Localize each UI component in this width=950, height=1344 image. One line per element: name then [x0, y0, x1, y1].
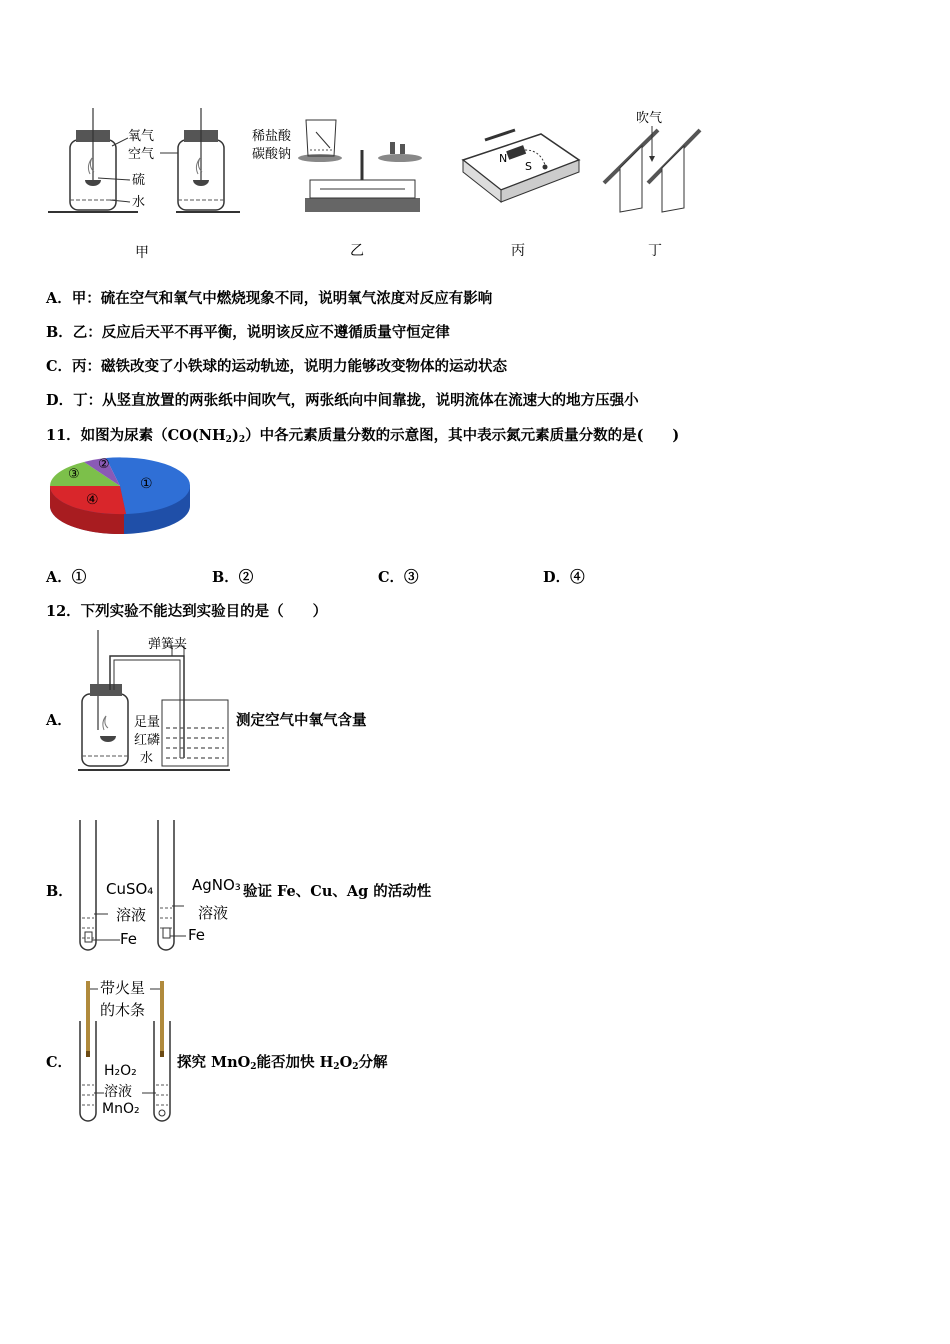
- magnet-n: N: [499, 152, 508, 165]
- label-fe-2: Fe: [188, 926, 206, 944]
- q12-option-a-text: 测定空气中氧气含量: [236, 712, 367, 729]
- caption-ding: 丁: [648, 243, 662, 259]
- q10-option-b[interactable]: B．乙：反应后天平不再平衡，说明该反应不遵循质量守恒定律: [46, 324, 450, 341]
- label-sufficient: 足量: [134, 715, 161, 730]
- label-water: 水: [132, 195, 146, 210]
- q11-stem: 11．如图为尿素$(CO(NH_2)_2)$中各元素质量分数的示意图，其中表示氮元素质量分数的是( ): [46, 427, 680, 445]
- q12-option-b-key[interactable]: B．: [46, 883, 73, 900]
- label-solution-b1: 溶液: [116, 906, 147, 924]
- q12-option-c-text: 探究 MnO$_2$能否加快 $H_2O_2$分解: [177, 1054, 388, 1072]
- magnet-s: S: [525, 160, 532, 173]
- q10-option-a[interactable]: A．甲：硫在空气和氧气中燃烧现象不同，说明氧气浓度对反应有影响: [46, 290, 493, 307]
- q10-option-c[interactable]: C．丙：磁铁改变了小铁球的运动轨迹，说明力能够改变物体的运动状态: [46, 358, 508, 375]
- label-oxygen: 氧气: [128, 129, 155, 144]
- q12-figure-b: [74, 818, 242, 958]
- label-hcl: 稀盐酸: [252, 129, 292, 144]
- pie-label-1: ①: [140, 476, 153, 492]
- caption-yi: 乙: [350, 243, 364, 259]
- label-red-phosphorus: 红磷: [134, 733, 161, 748]
- q11-option-a[interactable]: A．①: [46, 569, 87, 586]
- caption-bing: 丙: [511, 243, 525, 259]
- label-h2o2: H₂O₂: [104, 1063, 137, 1079]
- label-agno3: AgNO₃: [192, 876, 241, 894]
- label-blow: 吹气: [636, 111, 663, 126]
- label-sulfur: 硫: [132, 173, 146, 188]
- label-air: 空气: [128, 147, 155, 162]
- label-na2co3: 碳酸钠: [252, 147, 292, 162]
- figure-jia: [40, 108, 250, 261]
- label-solution-c: 溶液: [104, 1084, 132, 1100]
- q11-option-c[interactable]: C．③: [378, 569, 419, 586]
- q12-stem: 12．下列实验不能达到实验目的是（ ）: [46, 603, 328, 620]
- q10-option-d[interactable]: D．丁：从竖直放置的两张纸中间吹气，两张纸向中间靠拢，说明流体在流速大的地方压强小: [46, 392, 639, 409]
- label-glowing-splint-2: 的木条: [100, 1001, 146, 1019]
- label-cuso4: CuSO₄: [106, 880, 154, 898]
- figure-ding: [598, 108, 708, 258]
- q12-option-b-text: 验证 Fe、Cu、Ag 的活动性: [243, 883, 432, 900]
- label-spring-clip: 弹簧夹: [148, 637, 188, 652]
- label-solution-b2: 溶液: [198, 904, 229, 922]
- q12-option-a-key[interactable]: A．: [46, 712, 72, 729]
- label-fe-1: Fe: [120, 930, 138, 948]
- caption-jia: 甲: [135, 245, 149, 261]
- q12-option-c-key[interactable]: C．: [46, 1054, 73, 1071]
- pie-label-4: ④: [86, 492, 99, 508]
- label-water-a: 水: [140, 751, 154, 766]
- pie-label-2: ②: [98, 457, 110, 472]
- label-mno2: MnO₂: [102, 1101, 140, 1117]
- label-glowing-splint-1: 带火星: [100, 979, 146, 997]
- figure-yi: [250, 110, 435, 260]
- q11-option-d[interactable]: D．④: [543, 569, 585, 586]
- q12-figure-c: [74, 975, 178, 1125]
- q12-figure-a: [74, 630, 234, 775]
- figure-bing: [455, 120, 585, 260]
- pie-label-3: ③: [68, 467, 80, 482]
- q11-option-b[interactable]: B．②: [212, 569, 254, 586]
- q11-pie-chart: [44, 450, 194, 540]
